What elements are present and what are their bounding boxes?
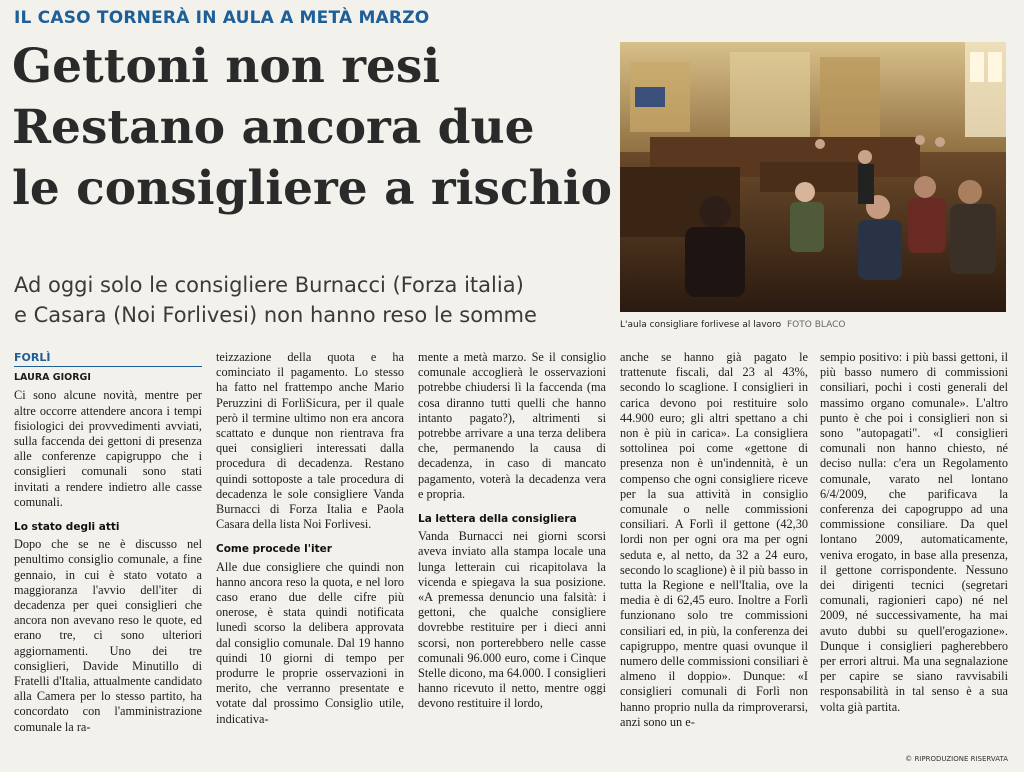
article-column-1 <box>14 350 202 743</box>
paragraph: Alle due consigliere che quindi non hanno ancora reso la quota, e nel loro caso erano due delle cifre più onerose, è stata quindi notificata lunedì scorso la delibera approvata dal consiglio comunale. Dal 19 hanno quindi 10 giorni di tempo per produrre le proprie osservazioni in merito, che verranno presentate e votate dal prossimo Consiglio utile, indicativa- <box>216 559 404 726</box>
subhead-line-2: e Casara (Noi Forlivesi) non hanno reso le somme <box>14 303 537 327</box>
paragraph: Ci sono alcune novità, mentre per altre occorre attendere ancora i tempi fisiologici dei provvedimenti avviati, sulla faccenda dei gettoni di presenza alle conferenze capigruppo che i consiglieri comunali sono stati invitati a rendere indietro alle casse comunali. <box>14 388 202 509</box>
paragraph: sempio positivo: i più bassi gettoni, il più basso numero di commissioni consiliari, pochi i costi generali del massimo organo comunale». L'altro punto è che poi i consiglieri non si sono "autopagati". «I consiglieri comunali non hanno chiesto, né deciso nulla: c'era un Regolamento comunale, varato nel lontano 6/4/2009, che parificava la conferenza dei capogruppo ad una commissione consiliare. Da quel lontano 2009, automaticamente, veniva erogato, in base alla presenza, il gettone corrispondente. Nessuno dei dirigenti tecnici (segretari comunali, ragionieri capo) né nel 2009, né successivamente, ha mai avuto dubbi su quell'erogazione». Dunque i consiglieri pagherebbero per errori altrui. Ma una segnalazione per capire se siano ravvisabili responsabilità in tal senso è a sua volta già partita. <box>820 350 1008 714</box>
article-column-5 <box>820 350 1008 723</box>
section-heading: Come procede l'iter <box>216 543 332 556</box>
headline-line-2: Restano ancora due <box>12 100 535 155</box>
author-byline: LAURA GIORGI <box>14 372 91 384</box>
photo-illustration <box>620 42 1006 312</box>
headline-line-3: le consigliere a rischio <box>12 161 612 216</box>
section-heading: Lo stato degli atti <box>14 521 120 534</box>
kicker: IL CASO TORNERÀ IN AULA A METÀ MARZO <box>14 8 430 28</box>
headline-line-1: Gettoni non resi <box>12 39 441 94</box>
article-column-4 <box>620 350 808 738</box>
paragraph: mente a metà marzo. Se il consiglio comunale accoglierà le osservazioni potrebbe chiudersi lì la faccenda (ma cosa diranno tutti quelli che hanno intanto pagato?), altrimenti si potrebbe arrivare a una terza delibera che, permanendo la causa di decadenza, in caso di mancato pagamento, voterà la decadenza vera e propria. <box>418 350 606 501</box>
section-heading: La lettera della consigliera <box>418 513 577 526</box>
paragraph: Dopo che se ne è discusso nel penultimo consiglio comunale, a fine gennaio, in cui è stato votato a maggioranza l'avvio dell'iter di decadenza per quei consiglieri che ancora non avevano reso le quote, ed erano tre, ci sono ulteriori aggiornamenti. Uno dei tre consiglieri, Davide Minutillo di Fratelli d'Italia, attualmente candidato alla Camera per lo stesso partito, ha concordato con l'amministrazione comunale la ra- <box>14 537 202 734</box>
paragraph: Vanda Burnacci nei giorni scorsi aveva inviato alla stampa locale una lunga letterain cui ricapitolava la vicenda e spiegava la sua posizione. «A premessa denuncio una falsità: i gettoni, che qualche consigliere dovrebbe restituire per i dieci anni scorsi, non porterebbero nelle casse comunali 96.000 euro, come i Cinque Stelle dicono, ma 64.000. I consiglieri hanno ricevuto il netto, mentre oggi devono restituire il lordo, <box>418 529 606 711</box>
article-column-2 <box>216 350 404 735</box>
photo-credit: FOTO BLACO <box>787 320 846 330</box>
dateline-city: FORLÌ <box>14 350 202 367</box>
paragraph: anche se hanno già pagato le trattenute fiscali, dal 23 al 43%, secondo lo scaglione. I consiglieri in carica devono poi restituire solo 44.900 euro; gli altri spettano a chi non è più in carica». La consigliera sottolinea poi come «gettone di presenza non è un'indennità, è un compenso che ogni consigliere riceve per la sua attività in consiglio comunale o nelle commissioni consiliari. A Forlì il gettone (42,30 lordi non per ogni ora ma per ogni seduta e, al netto, da 32 a 24 euro, secondo lo scaglione) è il più basso in tutta la Regione e nell'Italia, ove la media è di 62,45 euro. Inoltre a Forlì funzionano solo tre commissioni consiliari ed, in più, la conferenza dei capigruppo, mentre quasi ovunque il numero delle commissioni consiliari è almeno il doppio». Dunque: «I consiglieri comunali di Forlì non hanno proprio nulla da rimproverarsi, anzi sono un e- <box>620 350 808 729</box>
paragraph: teizzazione della quota e ha cominciato il pagamento. Lo stesso ha fatto nel frattempo anche Mario Peruzzini di ForlìSicura, per il quale però il termine ultimo non era ancora scattato e dunque non rientrava fra quei consiglieri interessati dalla procedura di decadenza. Restano quindi sottoposte a tale procedura di decadenza le sole consigliere Vanda Burnacci di Forza Italia e Paola Casara della lista Noi Forlivesi. <box>216 350 404 532</box>
article-column-3 <box>418 350 606 720</box>
headline <box>12 36 612 219</box>
subhead-line-1: Ad oggi solo le consigliere Burnacci (Forza italia) <box>14 273 524 297</box>
copyright-notice: © RIPRODUZIONE RISERVATA <box>905 755 1008 763</box>
caption-text: L'aula consigliare forlivese al lavoro <box>620 320 782 330</box>
subheadline <box>14 270 614 330</box>
council-chamber-photo <box>620 42 1006 312</box>
photo-caption <box>620 320 1010 330</box>
